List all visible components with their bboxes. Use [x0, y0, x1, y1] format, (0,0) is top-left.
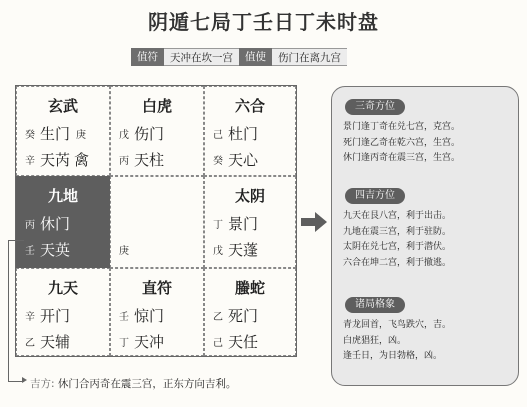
palace-cell-center [110, 176, 204, 268]
callout-bracket [8, 240, 24, 382]
palace-cell-8 [110, 268, 204, 356]
extra-star: 禽 [74, 151, 90, 169]
zhishi-value: 伤门在离九宫 [272, 48, 347, 66]
geju-heading: 诸局格象 [345, 297, 405, 313]
list-item: 逢壬日，为日勃格，凶。 [343, 351, 443, 362]
sanqi-list [343, 120, 512, 167]
palace-star: 九地 [47, 187, 78, 205]
palace-cell-7 [16, 268, 110, 356]
palace-star: 白虎 [141, 97, 172, 115]
analysis-panel [331, 86, 519, 386]
palace-door: 休门 [40, 215, 71, 233]
zhifu-value: 天冲在坎一宫 [164, 48, 239, 66]
palace-door: 死门 [228, 307, 259, 325]
heaven-stem: 壬 [119, 312, 129, 323]
page-title: 阴遁七局丁壬日丁未时盘 [148, 10, 379, 34]
list-item: 六合在坤二宫，利于撤逃。 [343, 257, 452, 268]
heaven-stem: 己 [213, 130, 223, 141]
palace-star: 螣蛇 [234, 279, 265, 297]
heaven-stem: 辛 [25, 312, 35, 323]
earth-stem: 己 [213, 338, 223, 349]
palace-star: 直符 [141, 279, 172, 297]
right-arrow-icon [301, 212, 327, 232]
palace-nine-star: 天英 [40, 241, 71, 259]
info-bar [131, 48, 347, 66]
palace-door: 生门 [40, 125, 71, 143]
callout-arrow-icon [22, 377, 27, 383]
auspicious-direction-note [30, 376, 236, 391]
extra-stem: 庚 [76, 130, 87, 141]
earth-stem: 壬 [25, 246, 35, 257]
list-item: 休门逢丙奇在震三宫，生宫。 [343, 153, 461, 164]
palace-door: 惊门 [134, 307, 165, 325]
zhishi-label: 值使 [239, 48, 272, 66]
center-stem: 庚 [119, 246, 129, 257]
palace-nine-star: 天任 [228, 333, 259, 351]
auspicious-label: 吉方: [30, 378, 55, 390]
palace-nine-star: 天柱 [134, 151, 165, 169]
palace-nine-star: 天芮 [40, 151, 71, 169]
list-item: 太阴在兑七宫，利于潜伏。 [343, 242, 452, 253]
sanqi-heading: 三奇方位 [345, 99, 405, 115]
palace-cell-4 [16, 176, 110, 268]
earth-stem: 丙 [119, 156, 129, 167]
siji-heading: 四吉方位 [345, 188, 405, 204]
palace-nine-star: 天辅 [40, 333, 71, 351]
palace-star: 玄武 [47, 97, 78, 115]
palace-nine-star: 天冲 [134, 333, 165, 351]
palace-star: 九天 [47, 279, 78, 297]
geju-list [343, 318, 512, 365]
palace-door: 杜门 [228, 125, 259, 143]
palace-door: 开门 [40, 307, 71, 325]
palace-star: 六合 [234, 97, 265, 115]
palace-cell-1 [16, 86, 110, 176]
list-item: 死门逢乙奇在乾六宫，生宫。 [343, 137, 461, 148]
list-item: 白虎猖狂，凶。 [343, 335, 407, 346]
earth-stem: 辛 [25, 156, 35, 167]
palace-door: 伤门 [134, 125, 165, 143]
palace-nine-star: 天心 [228, 151, 259, 169]
heaven-stem: 戊 [119, 130, 129, 141]
heaven-stem: 癸 [25, 130, 35, 141]
palace-cell-6 [204, 176, 296, 268]
list-item: 九天在艮八宫，利于出击。 [343, 211, 452, 221]
auspicious-text: 休门合丙奇在震三宫，正东方向吉利。 [57, 378, 237, 390]
list-item: 青龙回首，飞鸟跌穴，吉。 [343, 320, 452, 330]
zhifu-label: 值符 [131, 48, 164, 66]
earth-stem: 癸 [213, 156, 223, 167]
heaven-stem: 乙 [213, 312, 223, 323]
palace-cell-2 [110, 86, 204, 176]
palace-star: 太阴 [234, 187, 265, 205]
palace-nine-star: 天蓬 [228, 241, 259, 259]
palace-cell-3 [204, 86, 296, 176]
palace-cell-9 [204, 268, 296, 356]
heaven-stem: 丙 [25, 220, 35, 231]
palace-door: 景门 [228, 215, 259, 233]
earth-stem: 乙 [25, 338, 35, 349]
list-item: 景门逢丁奇在兑七宫，克宫。 [343, 122, 461, 132]
heaven-stem: 丁 [213, 220, 223, 231]
earth-stem: 丁 [119, 338, 129, 349]
siji-list [343, 209, 512, 271]
list-item: 九地在震三宫，利于驻防。 [343, 226, 452, 237]
earth-stem: 戊 [213, 246, 223, 257]
palace-grid [15, 85, 297, 357]
